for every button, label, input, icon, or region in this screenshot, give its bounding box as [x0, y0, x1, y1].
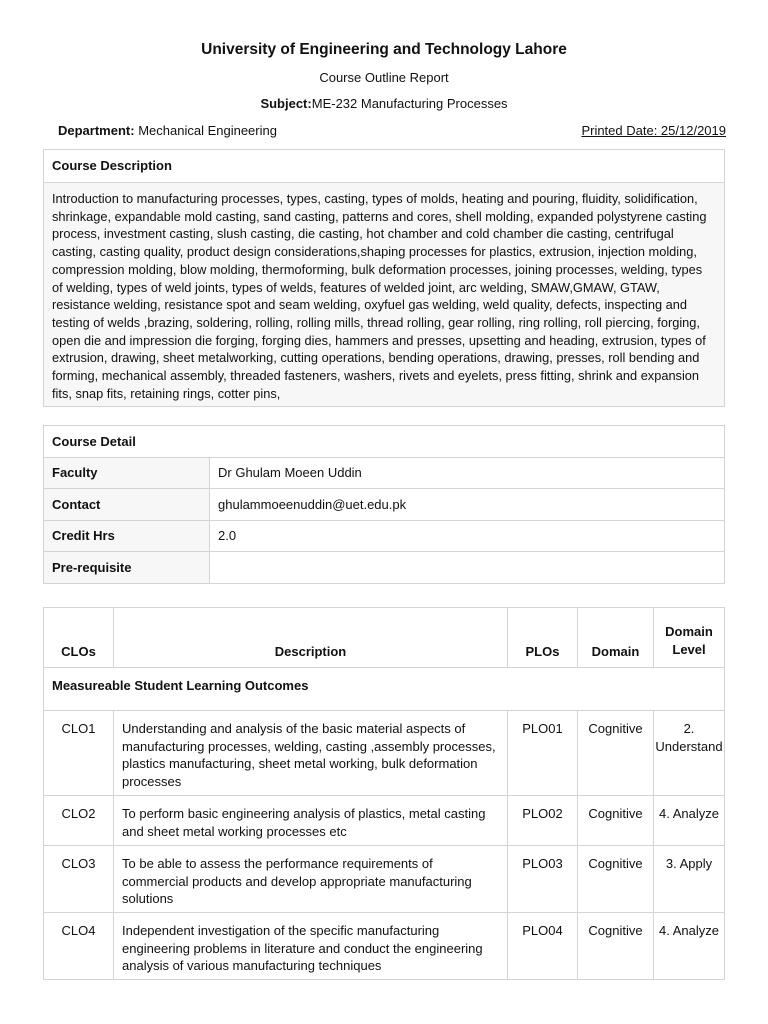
contact-value: ghulammoeenuddin@uet.edu.pk: [210, 489, 725, 521]
section-heading: Measureable Student Learning Outcomes: [44, 668, 725, 711]
clo-domain: Cognitive: [578, 913, 654, 980]
table-row: [44, 796, 725, 846]
table-row: [44, 552, 725, 584]
faculty-label: Faculty: [44, 457, 210, 489]
clo-table: [43, 607, 725, 980]
course-detail-heading: Course Detail: [44, 426, 725, 458]
course-detail-table: [43, 425, 725, 584]
domain-level-header-line1: Domain: [665, 624, 713, 639]
subject-value: ME-232 Manufacturing Processes: [311, 96, 508, 111]
description-header: Description: [114, 608, 508, 668]
prerequisite-value: [210, 552, 725, 584]
department-line: [58, 123, 277, 138]
department-label: Department:: [58, 123, 135, 138]
domain-level-header-line2: Level: [672, 642, 706, 657]
course-description-panel: [43, 149, 725, 407]
table-row: [44, 489, 725, 521]
clo-level: 4. Analyze: [654, 796, 725, 846]
credit-hrs-value: 2.0: [210, 520, 725, 552]
contact-label: Contact: [44, 489, 210, 521]
clos-header: CLOs: [44, 608, 114, 668]
clo-domain: Cognitive: [578, 846, 654, 913]
clo-domain: Cognitive: [578, 711, 654, 796]
plos-header: PLOs: [508, 608, 578, 668]
table-row: [44, 711, 725, 796]
faculty-value: Dr Ghulam Moeen Uddin: [210, 457, 725, 489]
table-row: [44, 846, 725, 913]
clo-id: CLO1: [44, 711, 114, 796]
printed-date: Printed Date: 25/12/2019: [581, 123, 726, 138]
table-row: [44, 457, 725, 489]
table-row: [44, 913, 725, 980]
clo-id: CLO4: [44, 913, 114, 980]
plo-id: PLO04: [508, 913, 578, 980]
clo-level: 2. Understand: [654, 711, 725, 796]
clo-level: 4. Analyze: [654, 913, 725, 980]
clo-level: 3. Apply: [654, 846, 725, 913]
clo-domain: Cognitive: [578, 796, 654, 846]
table-row: [44, 520, 725, 552]
credit-hrs-label: Credit Hrs: [44, 520, 210, 552]
course-description-text: Introduction to manufacturing processes, types, casting, types of molds, heating and pouring, fluidity, solidification, shrinkage, expandable mold casting, sand casting, patterns and cores, shell molding, expanded polystyrene casting process, investment casting, slush casting, die casting, hot chamber and cold chamber die casting, centrifugal casting, casting quality, product design considerations,shaping processes for plastics, extrusion, injection molding, compression molding, blow molding, thermoforming, bulk deformation processes, joining processes, welding, types of welding, types of weld joints, types of welds, features of welded joint, arc welding, SMAW,GMAW, GTAW, resistance welding, resistance spot and seam welding, oxyfuel gas welding, weld quality, defects, inspecting and testing of welds ,brazing, soldering, rolling, rolling mills, thread rolling, gear rolling, ring rolling, roll piercing, forging, open die and impression die forging, forging dies, hammers and presses, upsetting and heading, extrusion, types of extrusion, drawing, sheet metalworking, cutting operations, bending operations, drawing, presses, roll bending and forming, mechanical assembly, threaded fasteners, washers, rivets and eyelets, press fitting, shrink and expansion fits, snap fits, retaining rings, cotter pins,: [52, 191, 707, 401]
course-description-heading: Course Description: [44, 150, 724, 183]
subject-line: [0, 96, 768, 111]
plo-id: PLO02: [508, 796, 578, 846]
plo-id: PLO01: [508, 711, 578, 796]
clo-description: To perform basic engineering analysis of plastics, metal casting and sheet metal working processes etc: [114, 796, 508, 846]
clo-description: Understanding and analysis of the basic material aspects of manufacturing processes, welding, casting ,assembly processes, plastics manufacturing, sheet metal working, bulk deformation processes: [114, 711, 508, 796]
university-title: University of Engineering and Technology Lahore: [201, 41, 567, 58]
prerequisite-label: Pre-requisite: [44, 552, 210, 584]
domain-header: Domain: [578, 608, 654, 668]
clo-id: CLO3: [44, 846, 114, 913]
domain-level-header: [654, 608, 725, 668]
department-value: Mechanical Engineering: [138, 123, 277, 138]
clo-description: Independent investigation of the specific manufacturing engineering problems in literature and conduct the engineering analysis of various manufacturing techniques: [114, 913, 508, 980]
report-title: Course Outline Report: [319, 70, 449, 85]
clo-id: CLO2: [44, 796, 114, 846]
plo-id: PLO03: [508, 846, 578, 913]
clo-description: To be able to assess the performance requirements of commercial products and develop appropriate manufacturing solutions: [114, 846, 508, 913]
subject-label: Subject:: [260, 96, 312, 111]
